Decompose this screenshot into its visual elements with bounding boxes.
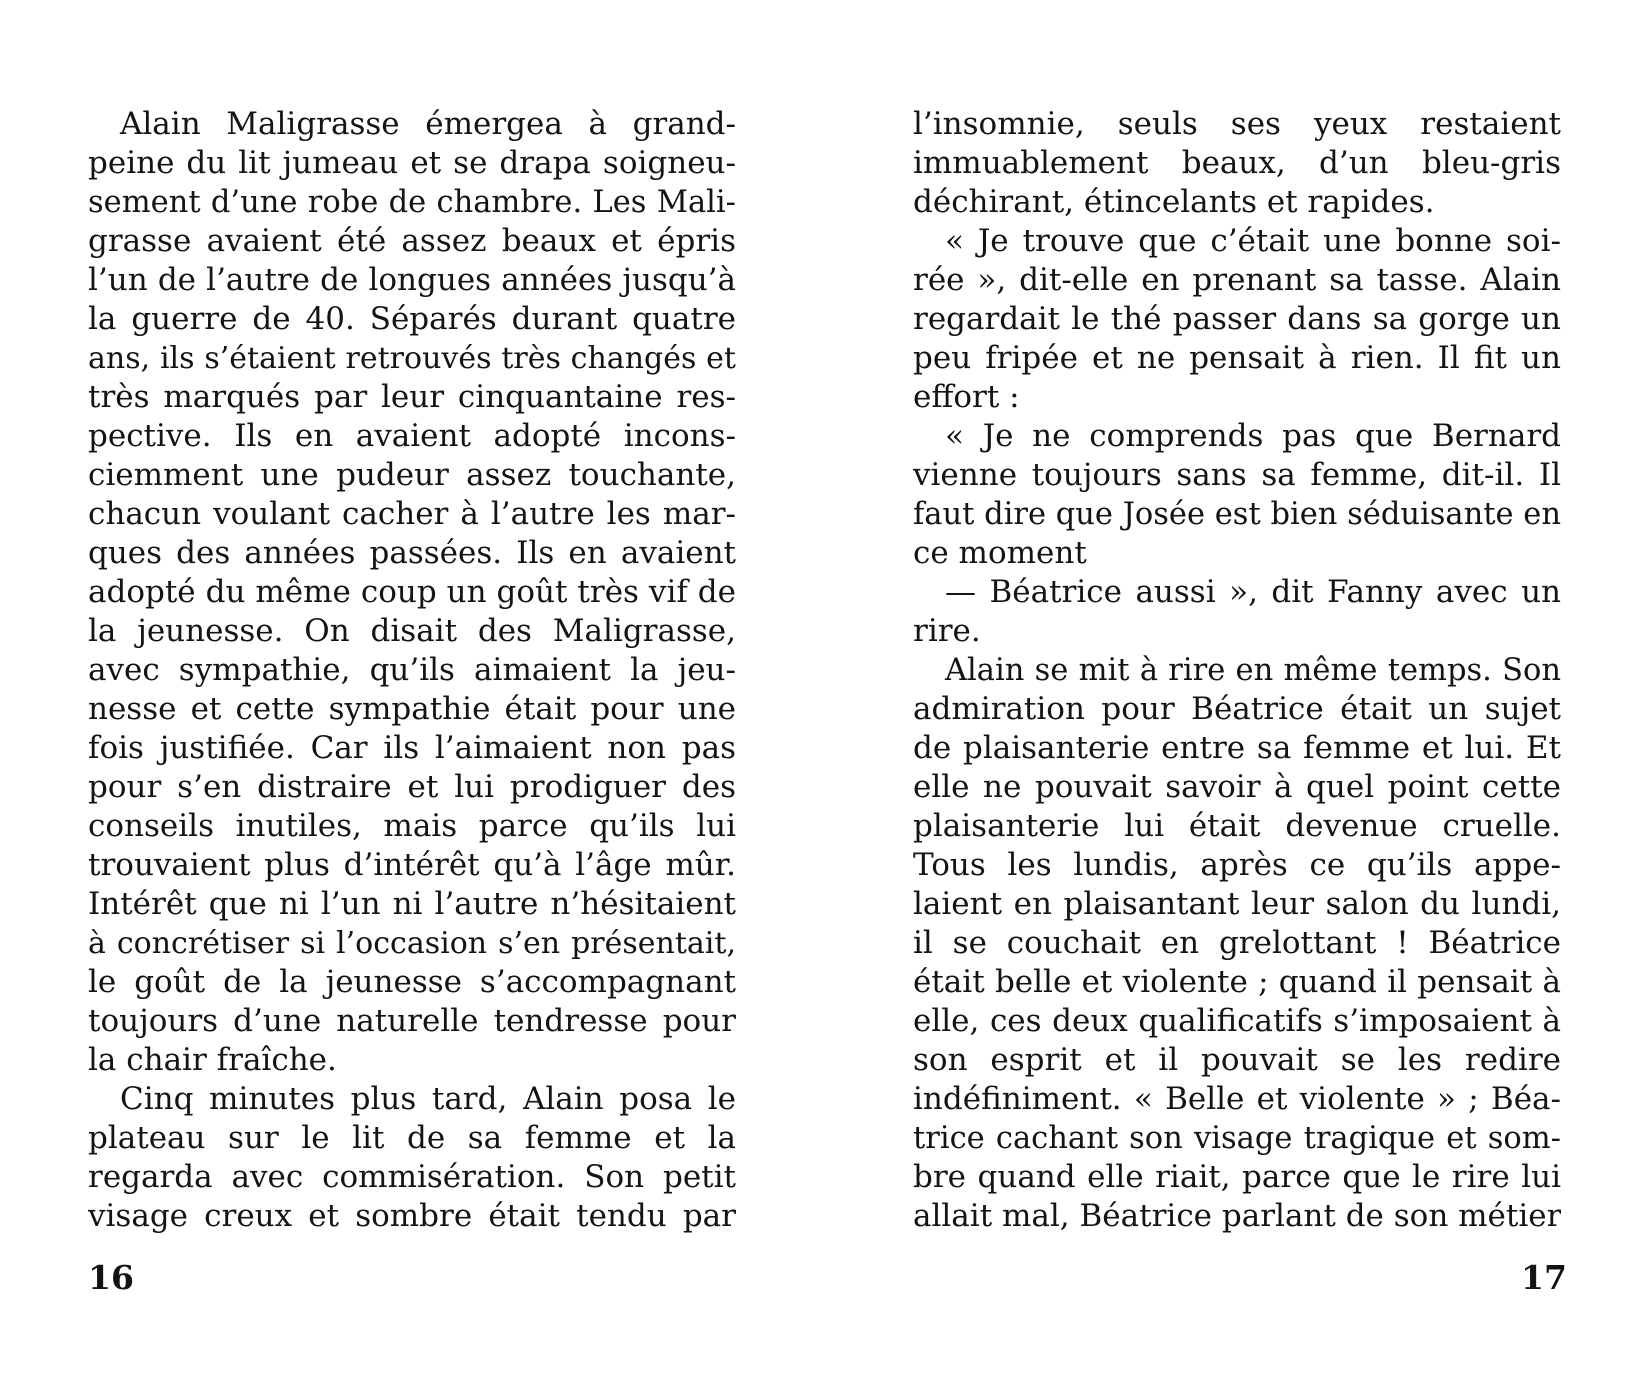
right-page-text: [913, 105, 1561, 1236]
text-line: ques des années passées. Ils en avaient: [88, 535, 736, 571]
text-line: ce moment: [913, 535, 1087, 571]
text-line: laient en plaisantant leur salon du lundi,: [913, 886, 1561, 922]
text-line: rire.: [913, 613, 981, 649]
text-line: nesse et cette sympathie était pour une: [88, 691, 736, 727]
text-line: de plaisanterie entre sa femme et lui. Et: [913, 730, 1561, 766]
text-line: peu fripée et ne pensait à rien. Il fit un: [913, 340, 1561, 376]
text-line: la guerre de 40. Séparés durant quatre: [88, 301, 736, 337]
text-line: pective. Ils en avaient adopté incons-: [88, 418, 736, 454]
text-line: plateau sur le lit de sa femme et la: [88, 1120, 736, 1156]
text-line: la jeunesse. On disait des Maligrasse,: [88, 613, 736, 649]
text-line: était belle et violente ; quand il pensait à: [913, 964, 1561, 1000]
text-line: visage creux et sombre était tendu par: [88, 1198, 736, 1234]
text-line: trouvaient plus d’intérêt qu’à l’âge mûr.: [88, 847, 736, 883]
text-line: effort :: [913, 379, 1020, 415]
text-line: regardait le thé passer dans sa gorge un: [913, 301, 1561, 337]
text-line: ans, ils s’étaient retrouvés très changés et: [88, 341, 736, 376]
text-line: allait mal, Béatrice parlant de son métier: [913, 1198, 1561, 1234]
text-line: la chair fraîche.: [88, 1042, 337, 1078]
text-line: avec sympathie, qu’ils aimaient la jeu-: [88, 652, 736, 688]
text-line: faut dire que Josée est bien séduisante en: [913, 497, 1561, 532]
text-line: immuablement beaux, d’un bleu-gris: [913, 145, 1561, 181]
text-line: Tous les lundis, après ce qu’ils appe-: [913, 847, 1561, 883]
text-line: Alain Maligrasse émergea à grand-: [120, 106, 736, 142]
text-line: il se couchait en grelottant ! Béatrice: [913, 925, 1561, 961]
text-line: « Je trouve que c’était une bonne soi-: [945, 223, 1561, 259]
text-line: bre quand elle riait, parce que le rire lui: [913, 1159, 1561, 1195]
text-line: toujours d’une naturelle tendresse pour: [88, 1003, 736, 1039]
text-line: rée », dit-elle en prenant sa tasse. Alain: [913, 262, 1561, 298]
text-line: Cinq minutes plus tard, Alain posa le: [120, 1081, 736, 1117]
text-line: pour s’en distraire et lui prodiguer des: [88, 769, 736, 805]
text-line: l’un de l’autre de longues années jusqu’à: [88, 262, 736, 298]
text-line: chacun voulant cacher à l’autre les mar-: [88, 496, 736, 532]
text-line: déchirant, étincelants et rapides.: [913, 184, 1435, 220]
text-line: — Béatrice aussi », dit Fanny avec un: [945, 574, 1561, 610]
text-line: « Je ne comprends pas que Bernard: [945, 418, 1561, 454]
text-line: l’insomnie, seuls ses yeux restaient: [913, 106, 1561, 142]
text-line: ciemment une pudeur assez touchante,: [88, 457, 736, 493]
text-line: peine du lit jumeau et se drapa soigneu-: [88, 145, 736, 181]
text-line: indéfiniment. « Belle et violente » ; Béa-: [913, 1081, 1561, 1117]
text-line: grasse avaient été assez beaux et épris: [88, 223, 736, 259]
text-line: trice cachant son visage tragique et som-: [913, 1121, 1561, 1156]
text-line: adopté du même coup un goût très vif de: [88, 574, 736, 610]
text-line: elle, ces deux qualificatifs s’imposaient à: [913, 1003, 1561, 1039]
text-line: plaisanterie lui était devenue cruelle.: [913, 808, 1561, 844]
text-line: conseils inutiles, mais parce qu’ils lui: [88, 808, 736, 844]
text-line: elle ne pouvait savoir à quel point cette: [913, 769, 1561, 805]
text-line: vienne toujours sans sa femme, dit-il. Il: [913, 457, 1561, 493]
text-line: Alain se mit à rire en même temps. Son: [945, 653, 1561, 688]
text-line: son esprit et il pouvait se les redire: [913, 1042, 1561, 1078]
text-line: à concrétiser si l’occasion s’en présentait,: [88, 926, 736, 961]
right-page-number: 17: [1521, 1258, 1567, 1297]
text-line: fois justifiée. Car ils l’aimaient non pas: [88, 730, 736, 766]
text-line: sement d’une robe de chambre. Les Mali-: [88, 185, 736, 220]
text-line: regarda avec commisération. Son petit: [88, 1159, 736, 1195]
text-line: très marqués par leur cinquantaine res-: [88, 379, 736, 415]
text-line: le goût de la jeunesse s’accompagnant: [88, 964, 736, 1000]
text-line: admiration pour Béatrice était un sujet: [913, 691, 1561, 727]
text-line: Intérêt que ni l’un ni l’autre n’hésitaient: [88, 886, 736, 922]
left-page-text: [88, 105, 736, 1236]
left-page-number: 16: [88, 1258, 134, 1297]
